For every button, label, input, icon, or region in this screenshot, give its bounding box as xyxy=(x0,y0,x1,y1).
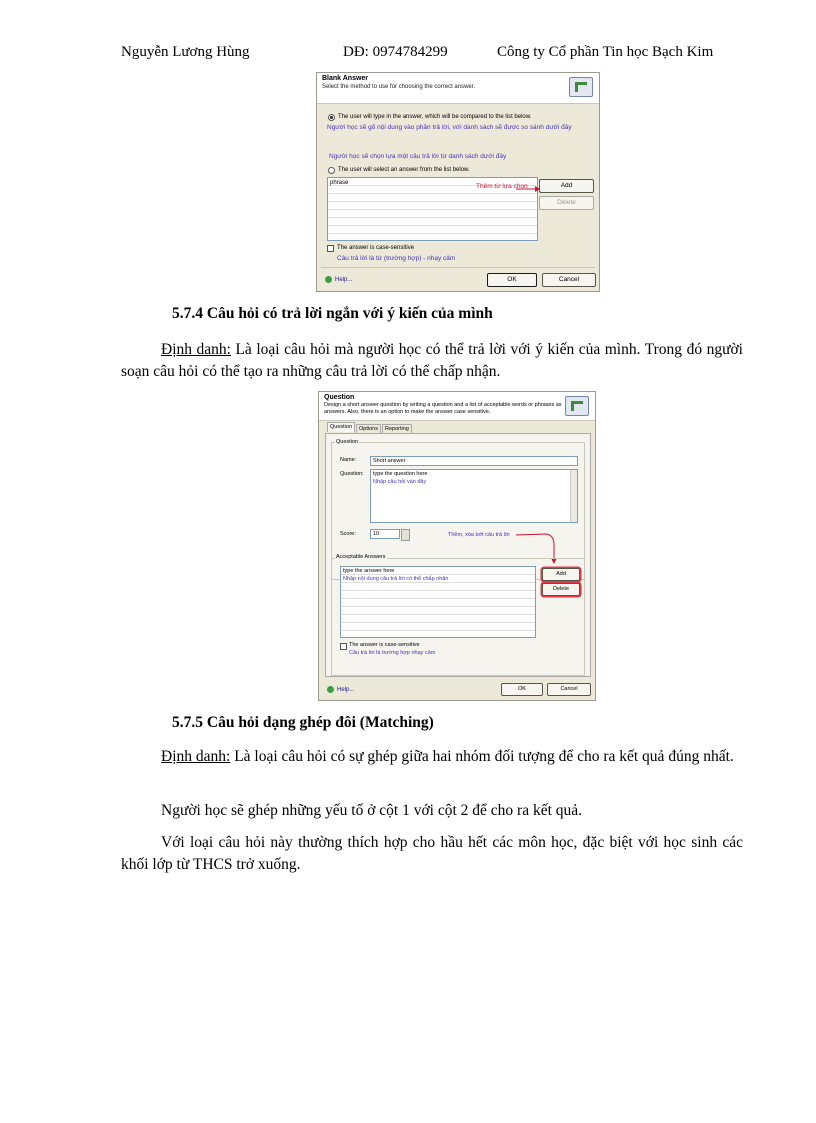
tab-panel xyxy=(325,433,591,677)
select-answer-radio[interactable] xyxy=(328,167,335,174)
definition-text: Là loại câu hỏi có sự ghép giữa hai nhóm đối tượng để cho ra kết quả đúng nhất. xyxy=(230,748,734,765)
question-group-label: Question xyxy=(336,439,359,445)
question-scrollbar[interactable] xyxy=(570,470,577,522)
dialog-title: Blank Answer xyxy=(322,75,369,82)
name-label: Name: xyxy=(340,457,357,463)
case-sensitive-note: Câu trả lời là trường hợp nhạy cảm xyxy=(349,650,436,656)
section-heading-574: 5.7.4 Câu hỏi có trả lời ngắn với ý kiến của mình xyxy=(172,305,493,322)
header-company: Công ty Cổ phần Tin học Bạch Kim xyxy=(497,44,714,60)
ok-button[interactable]: OK xyxy=(487,273,537,287)
wizard-icon xyxy=(569,77,593,97)
dialog-subtitle: Design a short answer question by writing a question and a list of acceptable words or phrases as answers. Also, there is an option to make the answer case sensitive. xyxy=(324,402,562,415)
type-answer-note: Người học sẽ gõ nội dung vào phần trả lời, với danh sách sẽ được so sánh dưới đây xyxy=(327,124,572,131)
answers-list[interactable] xyxy=(340,566,536,638)
score-input[interactable]: 10 xyxy=(370,529,400,539)
answer-note: Nhập nội dung câu trả lời có thể chấp nhận xyxy=(343,576,449,582)
dialog-divider xyxy=(321,267,595,268)
question-input[interactable] xyxy=(370,469,578,523)
dialog-header xyxy=(319,392,595,421)
case-sensitive-label: The answer is case-sensitive xyxy=(337,245,415,251)
delete-button[interactable]: Delete xyxy=(542,583,580,596)
case-sensitive-label: The answer is case-sensitive xyxy=(349,642,420,648)
score-label: Score: xyxy=(340,531,356,537)
question-note: Nhập câu hỏi vào đây xyxy=(373,479,427,485)
answer-item[interactable]: type the answer here xyxy=(343,568,395,574)
list-item[interactable]: phrase xyxy=(330,180,349,186)
wizard-icon xyxy=(565,396,589,416)
cancel-button[interactable]: Cancel xyxy=(547,683,591,696)
help-link[interactable]: Help... xyxy=(337,687,355,693)
tab-reporting[interactable]: Reporting xyxy=(382,424,412,433)
help-icon xyxy=(325,276,332,283)
definition-label: Định danh: xyxy=(161,748,231,765)
add-button[interactable]: Add xyxy=(539,179,594,193)
type-answer-radio[interactable] xyxy=(328,114,335,121)
dialog-subtitle: Select the method to use for choosing the correct answer. xyxy=(322,84,476,90)
question-dialog xyxy=(318,391,596,701)
add-choice-note: Thêm từ lựa chọn xyxy=(476,183,528,190)
add-remove-note: Thêm, xóa bớt câu trả lời xyxy=(448,532,510,538)
type-answer-label: The user will type in the answer, which will be compared to the list below. xyxy=(338,114,532,120)
case-sensitive-checkbox[interactable] xyxy=(340,643,347,650)
delete-button[interactable]: Delete xyxy=(539,196,594,210)
definition-label: Định danh: xyxy=(161,341,231,358)
arrow-right-icon xyxy=(516,184,540,194)
header-author: Nguyễn Lương Hùng xyxy=(121,44,250,60)
tab-question[interactable]: Question xyxy=(327,422,355,432)
section-heading-575: 5.7.5 Câu hỏi dạng ghép đôi (Matching) xyxy=(172,714,434,731)
cancel-button[interactable]: Cancel xyxy=(542,273,596,287)
case-sensitive-note: Câu trả lời là từ (trường hợp) - nhạy cảm xyxy=(337,255,456,262)
add-button[interactable]: Add xyxy=(542,568,580,581)
ok-button[interactable]: OK xyxy=(501,683,543,696)
question-label: Question: xyxy=(340,471,364,477)
matching-paragraph: Người học sẽ ghép những yếu tố ở cột 1 với cột 2 để cho ra kết quả. xyxy=(161,802,583,819)
definition-paragraph-574 xyxy=(121,339,743,383)
dialog-header xyxy=(317,73,599,104)
blank-answer-dialog xyxy=(316,72,600,292)
header-phone: DĐ: 0974784299 xyxy=(343,44,448,60)
select-answer-label: The user will select an answer from the list below. xyxy=(338,167,470,173)
dialog-title: Question xyxy=(324,394,355,401)
definition-paragraph-575 xyxy=(121,746,743,768)
question-text: type the question here xyxy=(373,471,428,477)
score-stepper[interactable] xyxy=(401,529,410,541)
help-link[interactable]: Help... xyxy=(335,277,353,283)
tab-options[interactable]: Options xyxy=(356,424,381,433)
help-icon xyxy=(327,686,334,693)
answers-list[interactable] xyxy=(327,177,538,241)
name-input[interactable]: Short answer xyxy=(370,456,578,466)
definition-text: Là loại câu hỏi mà người học có thể trả lời với ý kiến của mình. Trong đó người soạn câu hỏi có thể tạo ra những câu trả lời có thể chấp nhận. xyxy=(121,341,743,380)
case-sensitive-checkbox[interactable] xyxy=(327,245,334,252)
select-answer-note: Người học sẽ chọn lựa một câu trả lời từ danh sách dưới đây xyxy=(329,153,507,160)
suitability-paragraph: Với loại câu hỏi này thường thích hợp cho hầu hết các môn học, đặc biệt với học sinh các khối lớp từ THCS trở xuống. xyxy=(121,834,743,873)
answers-group-label: Acceptable Answers xyxy=(336,554,386,560)
